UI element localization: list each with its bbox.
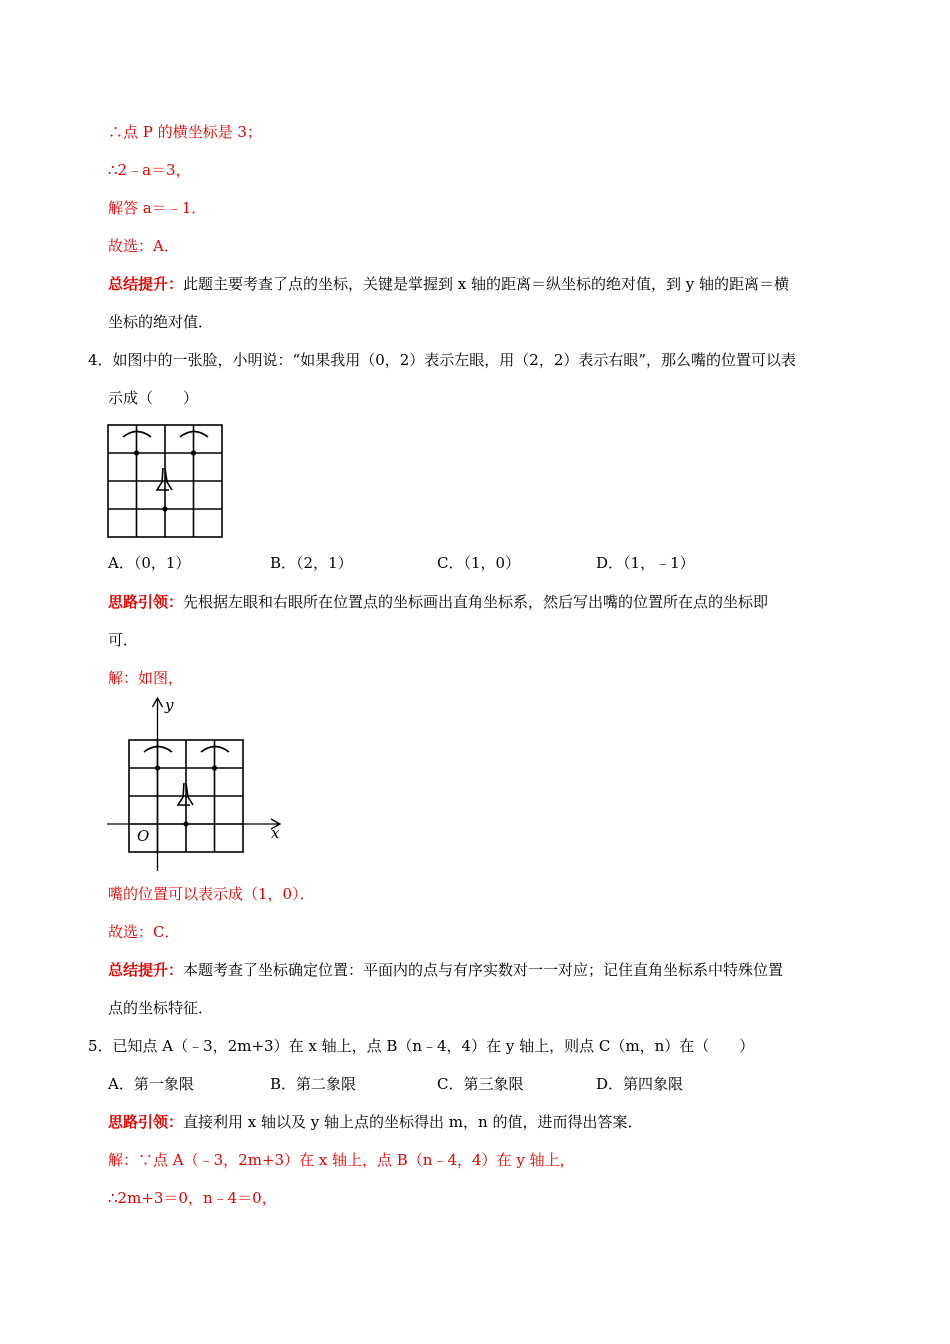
summary-text-cont: 坐标的绝对值． (108, 313, 214, 331)
option-c: C．（1，0） (437, 554, 521, 572)
x-axis-label: x (271, 824, 280, 842)
y-axis-label: y (165, 696, 174, 714)
solution-line: ∴点 P 的横坐标是 3； (108, 123, 262, 141)
hint (108, 592, 768, 612)
solution-line: 解答 a＝﹣1． (108, 199, 207, 217)
solution-line: ∴2m+3＝0，n﹣4＝0， (108, 1189, 277, 1207)
hint-label: 思路引领： (108, 1113, 184, 1131)
question-4-stem-cont: 示成（ ） (108, 389, 199, 407)
face-grid-figure (107, 424, 223, 540)
summary-label: 总结提升： (108, 961, 184, 979)
answer-choice: 故选：A． (108, 237, 179, 255)
solution-answer: 嘴的位置可以表示成（1，0）． (108, 885, 315, 903)
option-a: A．（0，1） (108, 554, 191, 572)
right-eye-point (191, 450, 196, 455)
hint-label: 思路引领： (108, 593, 184, 611)
left-eye-point (155, 765, 160, 770)
solution-intro: 解：如图， (108, 669, 184, 687)
option-b: B．第二象限 (270, 1075, 357, 1093)
left-eye-point (134, 450, 139, 455)
origin-label: O (137, 827, 150, 845)
summary (108, 274, 789, 294)
question-4-stem: 4．如图中的一张脸，小明说：“如果我用（0，2）表示左眼，用（2，2）表示右眼”，那么嘴的位置可以表 (88, 351, 797, 369)
hint-text: 先根据左眼和右眼所在位置点的坐标画出直角坐标系，然后写出嘴的位置所在点的坐标即 (183, 593, 769, 611)
coordinate-figure (105, 695, 305, 875)
summary-text: 此题主要考查了点的坐标，关键是掌握到 x 轴的距离＝纵坐标的绝对值，到 y 轴的距离＝横 (183, 275, 790, 293)
summary (108, 960, 783, 980)
option-d: D．第四象限 (596, 1075, 684, 1093)
summary-text: 本题考查了坐标确定位置：平面内的点与有序实数对一一对应；记住直角坐标系中特殊位置 (183, 961, 784, 979)
solution-line: 解：∵点 A（﹣3，2m+3）在 x 轴上，点 B（n﹣4，4）在 y 轴上， (108, 1151, 575, 1169)
answer-choice: 故选：C． (108, 923, 180, 941)
mouth-point (162, 506, 167, 511)
option-b: B．（2，1） (270, 554, 353, 572)
hint (108, 1112, 642, 1132)
right-eye-point (212, 765, 217, 770)
option-c: C．第三象限 (437, 1075, 524, 1093)
hint-text: 直接利用 x 轴以及 y 轴上点的坐标得出 m，n 的值，进而得出答案． (183, 1113, 643, 1131)
question-5-stem: 5．已知点 A（﹣3，2m+3）在 x 轴上，点 B（n﹣4，4）在 y 轴上，则点 C（m，n）在（ ） (88, 1037, 755, 1055)
summary-text-cont: 点的坐标特征． (108, 999, 214, 1017)
option-d: D．（1，﹣1） (596, 554, 695, 572)
hint-text-cont: 可． (108, 631, 139, 649)
summary-label: 总结提升： (108, 275, 184, 293)
mouth-point (183, 821, 188, 826)
option-a: A．第一象限 (108, 1075, 194, 1093)
solution-line: ∴2﹣a＝3， (108, 161, 191, 179)
